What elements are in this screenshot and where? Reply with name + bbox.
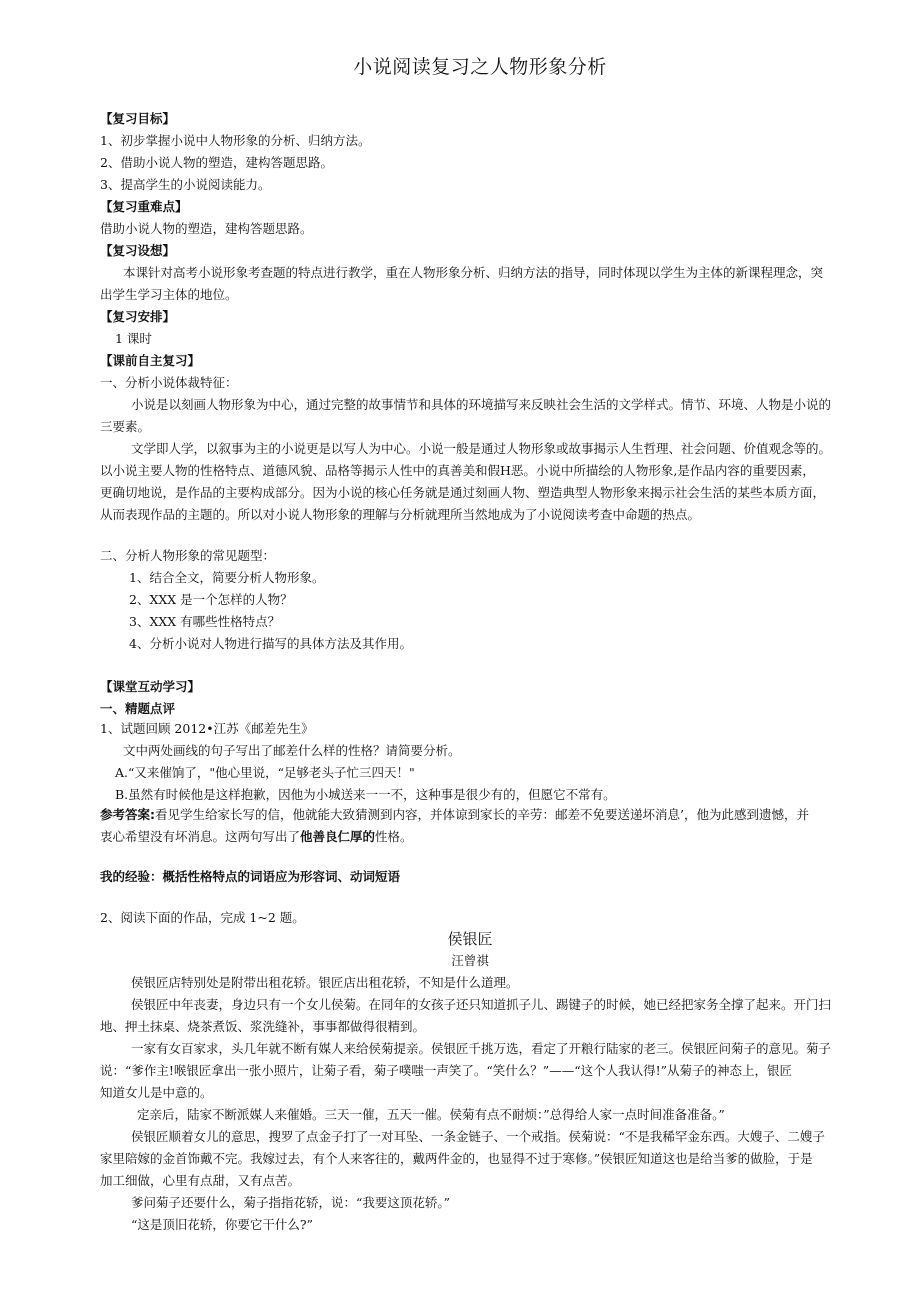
paragraph-line: 文学即人学，以叙事为主的小说更是以写人为中心。小说一般是通过人物形象或故事揭示人生哲理、社会问题、价值观念等的。 xyxy=(131,441,832,456)
key-heading: 【复习重难点】 xyxy=(100,199,188,214)
answer-label: 参考答案: xyxy=(100,807,155,822)
story-line: 爹问菊子还要什么，菊子指指花轿，说：“我要这顶花轿。” xyxy=(131,1195,451,1210)
page-title: 小说阅读复习之人物形象分析 xyxy=(353,56,607,78)
design-heading: 【复习设想】 xyxy=(100,243,176,258)
goal-item: 3、提高学生的小说阅读能力。 xyxy=(100,177,271,192)
story-line: 侯银匠中年丧妻，身边只有一个女儿侯菊。在同年的女孩子还只知道抓子儿、踢键子的时候，她已经把家务全撑了起来。开门扫 xyxy=(131,997,832,1012)
answer-text: 看见学生给家长写的信，他就能大致猜测到内容，并体谅到家长的辛劳：邮差不免要送递坏消息’，他为此感到遗憾，并 xyxy=(155,807,809,822)
preview-heading: 【课前自主复习】 xyxy=(100,353,201,368)
key-text: 借助小说人物的塑造，建构答题思路。 xyxy=(100,221,313,236)
story-line: 加工细做，心里有点甜，又有点苦。 xyxy=(100,1173,301,1188)
story-line: 说：“爹作主!喉银匠拿出一张小照片，让菊子看，菊子噗嗤一声笑了。“笑什么？”——“这个人我认得!”从菊子的神态上，银匠 xyxy=(100,1063,793,1078)
question-option: B.虽然有时候他是这样抱歉，因他为小城送来一一不，这种事是很少有的，但愿它不常有。 xyxy=(115,787,616,802)
answer-line xyxy=(100,827,870,847)
question-type-item: 4、分析小说对人物进行描写的具体方法及其作用。 xyxy=(129,636,412,651)
story-line: “这是顶旧花轿，你要它干什么?” xyxy=(131,1217,313,1232)
answer-text: 衷心希望没有坏消息。这两句写出了 xyxy=(100,829,301,844)
question-option: A.“又来催饷了，"他心里说，“足够老头子忙三四天！" xyxy=(115,765,415,780)
paragraph-line: 更确切地说，是作品的主要构成部分。因为小说的核心任务就是通过刻画人物、塑造典型人物形象来揭示社会生活的某些本质方面， xyxy=(100,485,826,500)
story-title: 侯银匠 xyxy=(447,930,493,948)
paragraph-line: 小说是以刻画人物形象为中心，通过完整的故事情节和具体的环境描写来反映社会生活的文学样式。情节、环境、人物是小说的 xyxy=(131,397,832,412)
design-line: 本课针对高考小说形象考查题的特点进行教学，重在人物形象分析、归纳方法的指导，同时体现以学生为主体的新课程理念，突 xyxy=(123,265,824,280)
paragraph-line: 以小说主要人物的性格特点、道德风貌、品格等揭示人性中的真善美和假H恶。小说中所描绘的人物形象,是作品内容的重要因素， xyxy=(100,463,815,478)
paragraph-line: 从而表现作品的主题的。所以对小说人物形象的理解与分析就理所当然地成为了小说阅读考查中命题的热点。 xyxy=(100,507,701,522)
story-line: 侯银匠顺着女儿的意思，搜罗了点金子打了一对耳坠、一条金链子、一个戒指。侯菊说：“不是我稀罕金东西。大嫂子、二嫂子 xyxy=(131,1129,825,1144)
question-type-item: 2、XXX 是一个怎样的人物？ xyxy=(129,592,293,607)
experience-note: 我的经验：概括性格特点的词语应为形容词、动词短语 xyxy=(100,869,401,884)
answer-text: 性格。 xyxy=(375,829,413,844)
section-title: 二、分析人物形象的常见题型： xyxy=(100,548,276,563)
paragraph-line: 三要素。 xyxy=(100,419,151,434)
goal-item: 2、借助小说人物的塑造，建构答题思路。 xyxy=(100,155,333,170)
question-prompt: 文中两处画线的句子写出了邮差什么样的性格？请简要分析。 xyxy=(123,743,461,758)
question-type-item: 1、结合全文，简要分析人物形象。 xyxy=(129,570,325,585)
goal-item: 1、初步掌握小说中人物形象的分析、归纳方法。 xyxy=(100,133,371,148)
design-line: 出学生学习主体的地位。 xyxy=(100,287,238,302)
story-line: 知道女儿是中意的。 xyxy=(100,1085,213,1100)
question-title: 1、试题回顾 2012•江苏《邮差先生》 xyxy=(100,721,314,736)
answer-highlight: 他善良仁厚的 xyxy=(300,829,376,844)
story-line: 地、押土抹桌、烧茶煮饭、浆洗缝补，事事都做得很精到。 xyxy=(100,1019,426,1034)
story-author: 汪曾祺 xyxy=(451,953,489,968)
section-title: 一、分析小说体裁特征： xyxy=(100,375,238,390)
goals-heading: 【复习目标】 xyxy=(100,111,176,126)
classroom-heading: 【课堂互动学习】 xyxy=(100,679,201,694)
story-line: 侯银匠店特别处是附带出租花轿。银匠店出租花轿，不知是什么道理。 xyxy=(131,975,519,990)
schedule-heading: 【复习安排】 xyxy=(100,309,176,324)
question-type-item: 3、XXX 有哪些性格特点？ xyxy=(129,614,281,629)
story-line: 家里陪嫁的金首饰戴不完。我嫁过去，有个人来客往的，戴两件金的，也显得不过于寒修。”侯银匠知道这也是给当爹的做脸，于是 xyxy=(100,1151,813,1166)
story-line: 定亲后，陆家不断派媒人来催婚。三天一催，五天一催。侯菊有点不耐烦：”总得给人家一点时间准备准备。” xyxy=(137,1107,725,1122)
schedule-text: 1 课时 xyxy=(115,331,152,346)
answer-line xyxy=(100,805,870,825)
subsection-title: 一、精题点评 xyxy=(100,701,176,716)
story-line: 一家有女百家求，头几年就不断有媒人来给侯菊提亲。侯银匠千挑万选，看定了开粮行陆家的老三。侯银匠问菊子的意见。菊子 xyxy=(131,1041,832,1056)
question-title: 2、阅读下面的作品，完成 1~2 题。 xyxy=(100,910,305,925)
